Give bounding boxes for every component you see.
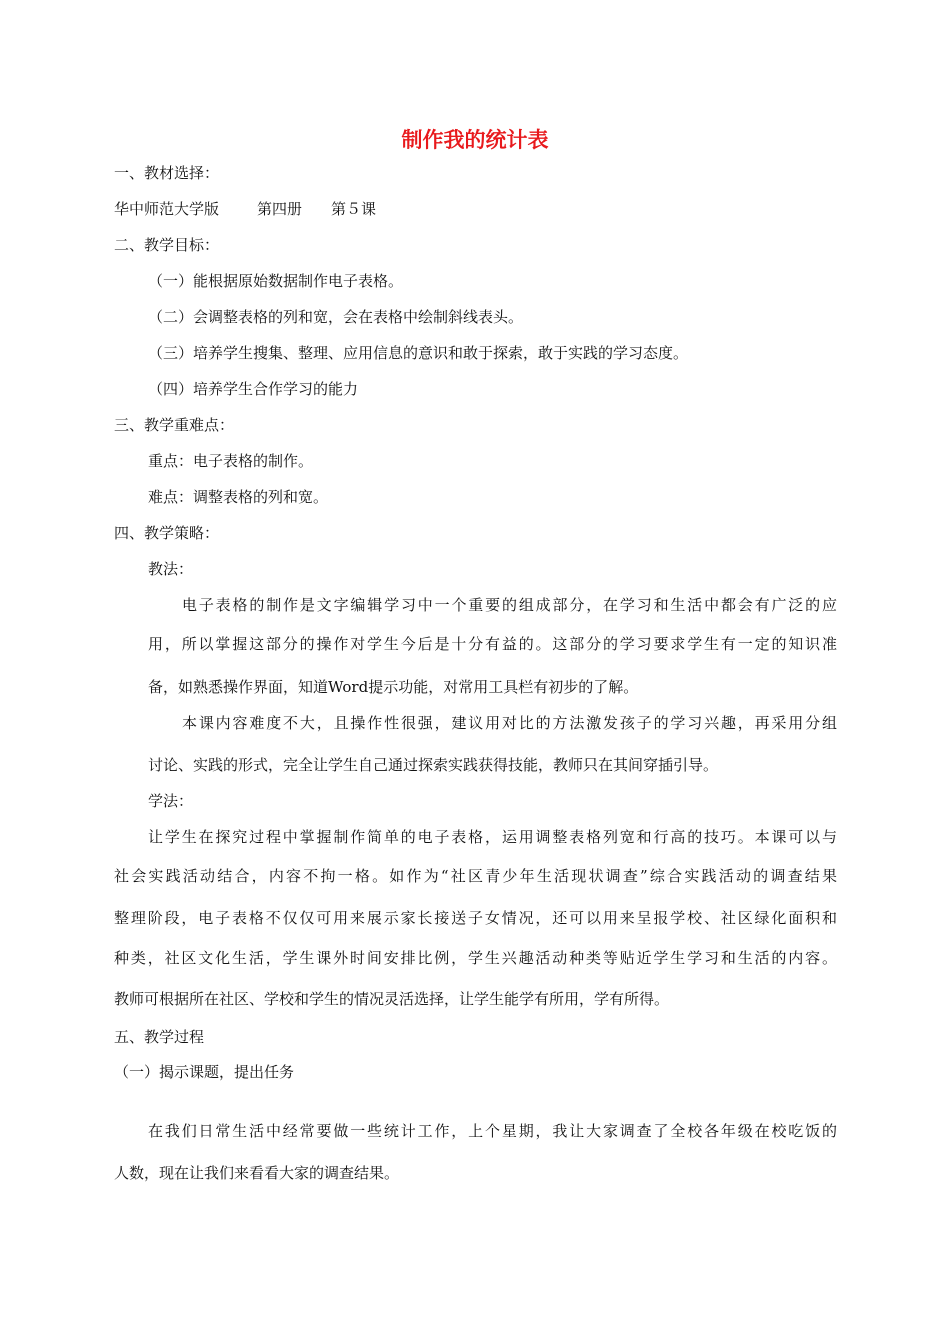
paragraph-line: 讨论、实践的形式，完全让学生自己通过探索实践获得技能，教师只在其间穿插引导。: [148, 756, 719, 774]
textbook-volume: 第四册: [257, 200, 303, 218]
objective-item: （一）能根据原始数据制作电子表格。: [148, 272, 404, 290]
textbook-publisher: 华中师范大学版: [114, 200, 220, 218]
difficult-point: 难点：调整表格的列和宽。: [148, 488, 329, 506]
textbook-lesson: 第５课: [331, 200, 377, 218]
section-heading-materials: 一、教材选择：: [114, 164, 220, 182]
document-title: 制作我的统计表: [401, 128, 549, 152]
section-heading-objectives: 二、教学目标：: [114, 236, 220, 254]
subsection-heading: （一）揭示课题，提出任务: [114, 1063, 295, 1081]
section-heading-key-points: 三、教学重难点：: [114, 416, 235, 434]
paragraph-line: 用，所以掌握这部分的操作对学生今后是十分有益的。这部分的学习要求学生有一定的知识准: [148, 635, 837, 653]
objective-item: （四）培养学生合作学习的能力: [148, 380, 359, 398]
section-heading-strategy: 四、教学策略：: [114, 524, 220, 542]
paragraph-line: 备，如熟悉操作界面，知道Word提示功能，对常用工具栏有初步的了解。: [148, 678, 639, 696]
paragraph-line: 社会实践活动结合，内容不拘一格。如作为“社区青少年生活现状调查”综合实践活动的调查结果: [114, 867, 837, 885]
paragraph-line: 让学生在探究过程中掌握制作简单的电子表格，运用调整表格列宽和行高的技巧。本课可以与: [148, 828, 837, 846]
paragraph-line: 种类，社区文化生活，学生课外时间安排比例，学生兴趣活动种类等贴近学生学习和生活的内容。: [114, 949, 837, 967]
teaching-method-label: 教法：: [148, 560, 194, 578]
section-heading-process: 五、教学过程: [114, 1028, 205, 1046]
paragraph-line: 本课内容难度不大，且操作性很强，建议用对比的方法激发孩子的学习兴趣，再采用分组: [182, 714, 837, 732]
key-point: 重点：电子表格的制作。: [148, 452, 314, 470]
paragraph-line: 电子表格的制作是文字编辑学习中一个重要的组成部分，在学习和生活中都会有广泛的应: [182, 596, 837, 614]
paragraph-line: 人数，现在让我们来看看大家的调查结果。: [114, 1164, 400, 1182]
objective-item: （三）培养学生搜集、整理、应用信息的意识和敢于探索，敢于实践的学习态度。: [148, 344, 689, 362]
objective-item: （二）会调整表格的列和宽，会在表格中绘制斜线表头。: [148, 308, 524, 326]
paragraph-line: 整理阶段，电子表格不仅仅可用来展示家长接送子女情况，还可以用来呈报学校、社区绿化面积和: [114, 909, 837, 927]
learning-method-label: 学法：: [148, 792, 194, 810]
paragraph-line: 在我们日常生活中经常要做一些统计工作，上个星期，我让大家调查了全校各年级在校吃饭的: [148, 1122, 837, 1140]
paragraph-line: 教师可根据所在社区、学校和学生的情况灵活选择，让学生能学有所用，学有所得。: [114, 990, 670, 1008]
